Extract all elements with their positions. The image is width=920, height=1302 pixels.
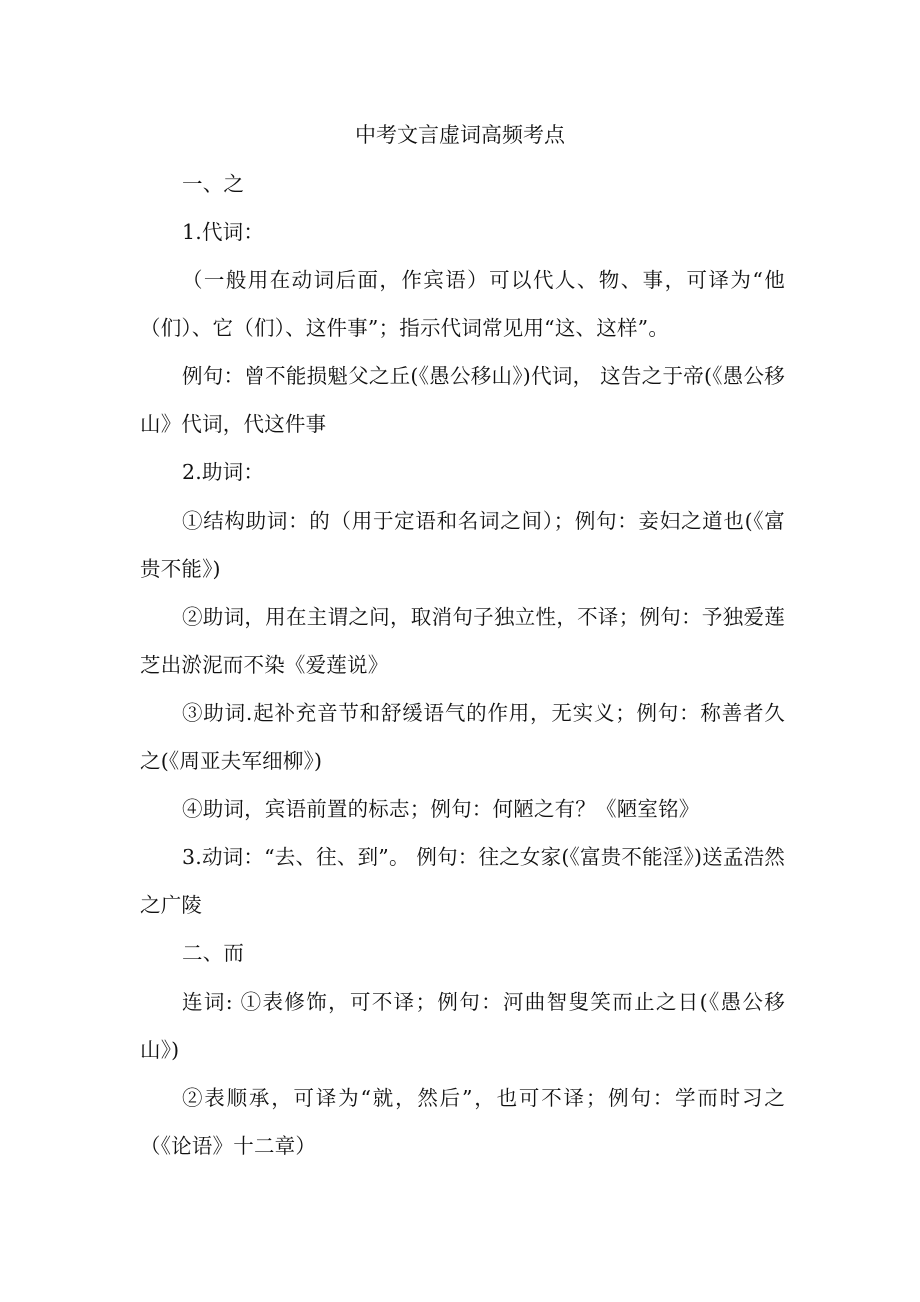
subheading-pronoun: 1.代词：: [182, 220, 265, 244]
paragraph-particle-3: ③助词.起补充音节和舒缓语气的作用，无实义；例句：称善者久之(《周亚夫军细柳》): [140, 701, 785, 773]
section-heading-zhi: 一、之: [182, 172, 245, 196]
paragraph-conjunction-2: ②表顺承，可译为“就，然后”，也可不译；例句：学而时习之（《论语》十二章）: [140, 1086, 785, 1158]
paragraph-particle-4: ④助词，宾语前置的标志；例句：何陋之有？《陋室铭》: [182, 797, 700, 821]
paragraph-verb: 3.动词：“去、往、到”。 例句：往之女家(《富贵不能淫》)送孟浩然之广陵: [140, 845, 785, 917]
paragraph-particle-1: ①结构助词：的（用于定语和名词之间）；例句：妾妇之道也(《富贵不能》): [140, 509, 785, 581]
paragraph-pronoun-usage: （一般用在动词后面，作宾语）可以代人、物、事，可译为“他（们）、它（们）、这件事”；指示代词常见用“这、这样”。: [140, 268, 785, 340]
section-heading-er: 二、而: [182, 941, 245, 965]
paragraph-particle-2: ②助词，用在主谓之问，取消句子独立性，不译；例句：予独爱莲芝出淤泥而不染《爱莲说》: [140, 605, 785, 677]
document-title: 中考文言虚词高频考点: [355, 123, 565, 147]
paragraph-conjunction-1: 连词: ①表修饰，可不译；例句：河曲智叟笑而止之日(《愚公移山》): [140, 990, 785, 1062]
paragraph-pronoun-examples: 例句：曾不能损魁父之丘(《愚公移山》)代词， 这告之于帝(《愚公移山》代词，代这件事: [140, 364, 785, 436]
subheading-particle: 2.助词：: [182, 460, 265, 484]
